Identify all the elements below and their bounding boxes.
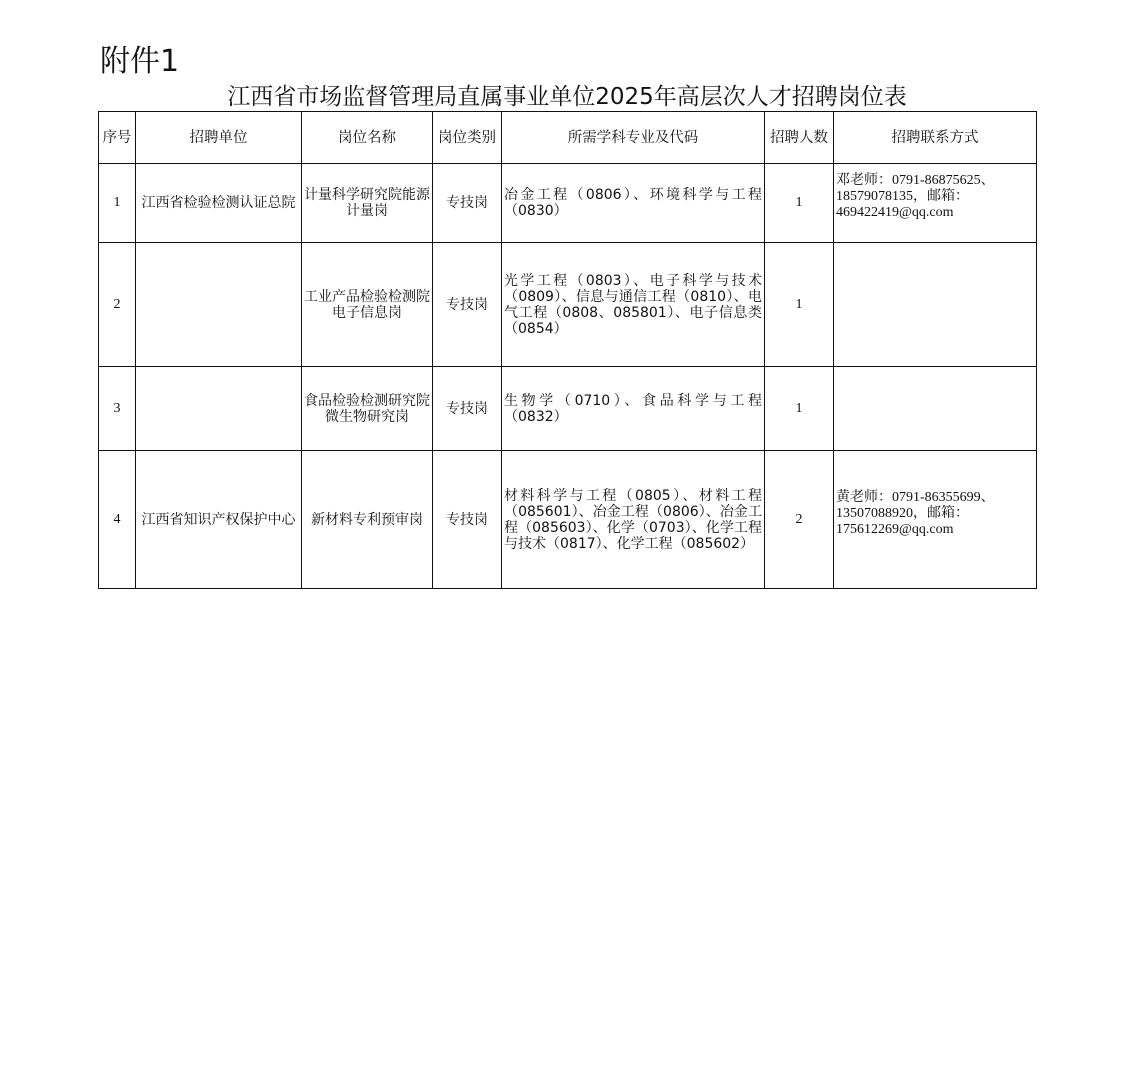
header-contact: 招聘联系方式 — [834, 112, 1037, 164]
row-category: 专技岗 — [433, 164, 502, 243]
row-num: 3 — [99, 367, 136, 451]
recruitment-table — [98, 111, 1037, 589]
row-num: 2 — [99, 243, 136, 367]
row-contact — [834, 243, 1037, 367]
row-count: 2 — [765, 451, 834, 589]
header-num: 序号 — [99, 112, 136, 164]
row-num: 4 — [99, 451, 136, 589]
row-position: 新材料专利预审岗 — [302, 451, 433, 589]
header-category: 岗位类别 — [433, 112, 502, 164]
row-category: 专技岗 — [433, 451, 502, 589]
row-unit: 江西省知识产权保护中心 — [136, 451, 302, 589]
row-category: 专技岗 — [433, 367, 502, 451]
row-contact — [834, 367, 1037, 451]
table-row — [99, 367, 1037, 451]
header-majors: 所需学科专业及代码 — [502, 112, 765, 164]
header-count: 招聘人数 — [765, 112, 834, 164]
row-unit — [136, 243, 302, 367]
row-unit: 江西省检验检测认证总院 — [136, 164, 302, 243]
row-position: 食品检验检测研究院微生物研究岗 — [302, 367, 433, 451]
attachment-label: 附件1 — [100, 44, 180, 79]
row-position: 工业产品检验检测院电子信息岗 — [302, 243, 433, 367]
contact-text: 邓老师：0791-86875625、18579078135，邮箱：469422419@qq.com — [836, 173, 995, 220]
row-majors: 生物学（0710）、食品科学与工程（0832） — [502, 367, 765, 451]
row-contact — [834, 451, 1037, 589]
row-category: 专技岗 — [433, 243, 502, 367]
row-majors: 材料科学与工程（0805）、材料工程（085601）、冶金工程（0806）、冶金工程（085603）、化学（0703）、化学工程与技术（0817）、化学工程（085602） — [502, 451, 765, 589]
row-num: 1 — [99, 164, 136, 243]
contact-text: 黄老师：0791-86355699、13507088920，邮箱：175612269@qq.com — [836, 489, 995, 537]
row-contact — [834, 164, 1037, 243]
row-majors: 冶金工程（0806）、环境科学与工程（0830） — [502, 164, 765, 243]
table-row — [99, 243, 1037, 367]
row-count: 1 — [765, 164, 834, 243]
table-row — [99, 164, 1037, 243]
table-header-row — [99, 112, 1037, 164]
document-title: 江西省市场监督管理局直属事业单位2025年高层次人才招聘岗位表 — [227, 84, 907, 110]
row-unit — [136, 367, 302, 451]
row-majors: 光学工程（0803）、电子科学与技术（0809）、信息与通信工程（0810）、电气工程（0808、085801）、电子信息类（0854） — [502, 243, 765, 367]
row-count: 1 — [765, 243, 834, 367]
header-position: 岗位名称 — [302, 112, 433, 164]
row-count: 1 — [765, 367, 834, 451]
row-position: 计量科学研究院能源计量岗 — [302, 164, 433, 243]
table-row — [99, 451, 1037, 589]
header-unit: 招聘单位 — [136, 112, 302, 164]
